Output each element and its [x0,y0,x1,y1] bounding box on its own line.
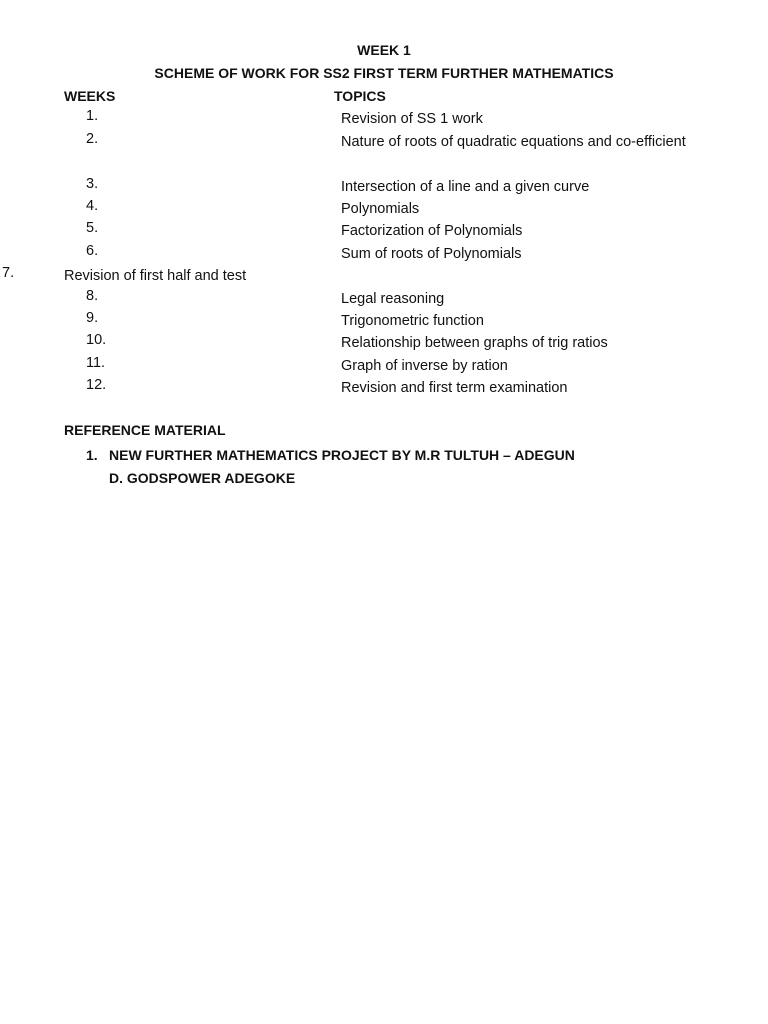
week-number: 4. [86,198,99,214]
schedule-row [0,355,768,377]
week-topic: Factorization of Polynomials [341,223,523,239]
week-topic: Sum of roots of Polynomials [341,246,522,262]
schedule-row [0,198,768,220]
reference-line-1: NEW FURTHER MATHEMATICS PROJECT BY M.R TULTUH – ADEGUN [109,447,575,463]
week-topic: Polynomials [341,201,420,217]
week-number: 2. [86,131,99,147]
week-topic: Revision of SS 1 work [341,111,483,127]
week-heading: WEEK 1 [357,42,411,58]
week-topic: Revision and first term examination [341,380,568,396]
document-title: SCHEME OF WORK FOR SS2 FIRST TERM FURTHER MATHEMATICS [154,65,614,81]
schedule-row [0,377,768,399]
schedule-row [0,131,768,175]
week-number: 8. [86,288,99,304]
reference-line-2: D. GODSPOWER ADEGOKE [109,469,296,486]
weeks-column-header: WEEKS [64,88,116,104]
week-topic: Relationship between graphs of trig ratios [341,335,608,351]
schedule-row [0,220,768,242]
schedule-row [0,176,768,198]
week-topic: Intersection of a line and a given curve [341,179,590,195]
schedule-row [0,243,768,265]
week-number: 10. [86,332,107,348]
week-number: 9. [86,310,99,326]
week-number: 5. [86,220,99,236]
week-number: 7. [2,265,15,281]
reference-heading: REFERENCE MATERIAL [64,422,226,438]
week-topic: Graph of inverse by ration [341,358,508,374]
schedule-row [0,332,768,354]
schedule-row [0,265,768,287]
week-number: 6. [86,243,99,259]
week-topic: Trigonometric function [341,313,484,329]
week-number: 1. [86,108,99,124]
week-topic: Revision of first half and test [64,268,247,284]
week-number: 11. [86,355,106,371]
topics-column-header: TOPICS [334,88,386,104]
schedule-row [0,288,768,310]
week-topic: Legal reasoning [341,291,445,307]
week-topic: Nature of roots of quadratic equations and co-efficient [341,134,686,150]
reference-item [86,444,575,489]
reference-number: 1. [86,447,98,463]
week-number: 3. [86,176,99,192]
schedule-row [0,108,768,130]
schedule-row [0,310,768,332]
week-number: 12. [86,377,107,393]
